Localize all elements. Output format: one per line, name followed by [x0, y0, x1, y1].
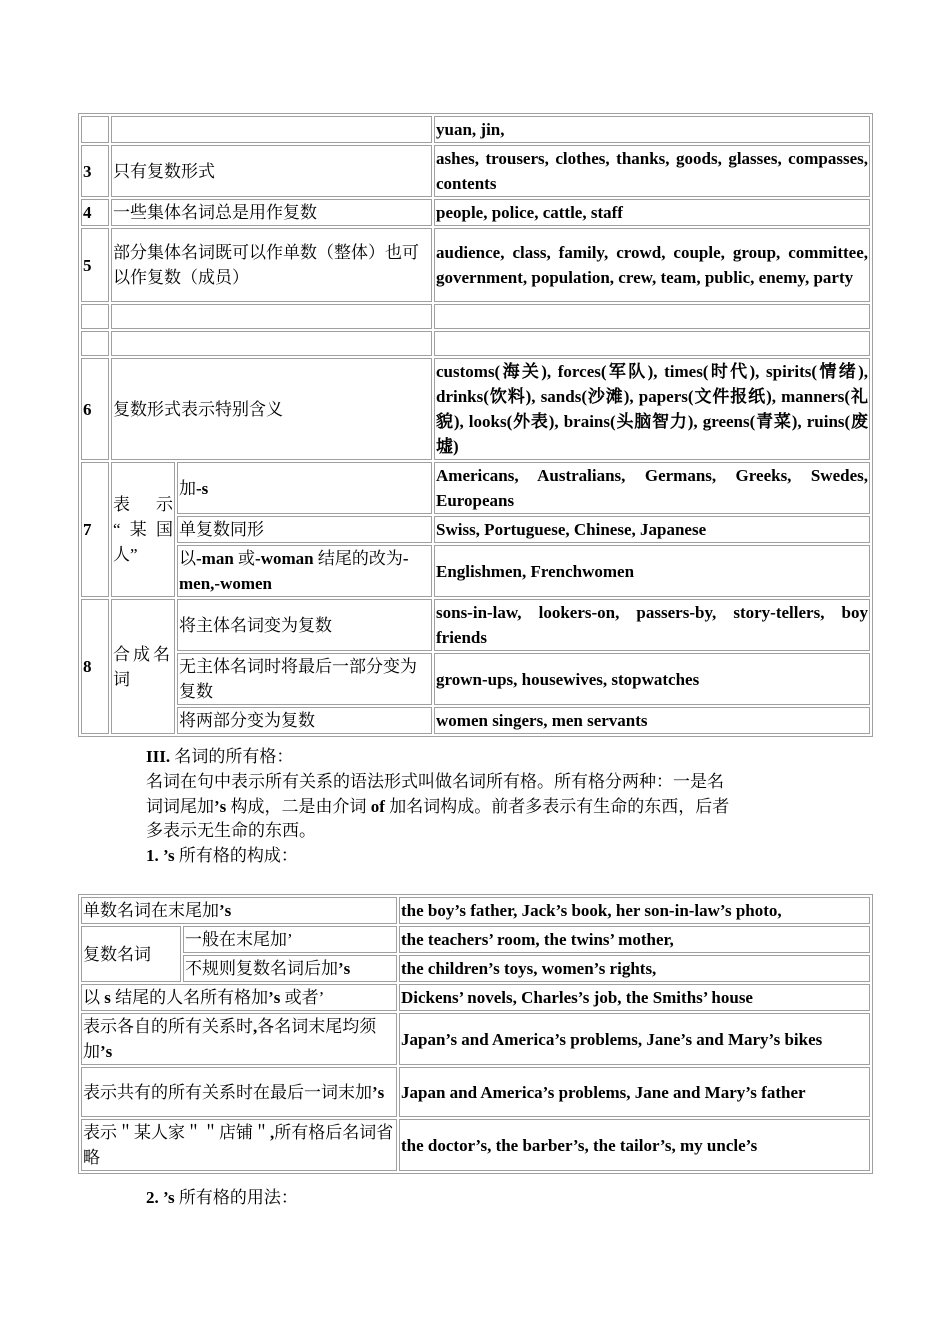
paragraph-line: 名词在句中表示所有关系的语法形式叫做名词所有格。所有格分两种：一是名	[146, 772, 724, 791]
rule-text: ’s	[219, 901, 232, 920]
rule-text: -woman	[255, 549, 314, 568]
row-number: 3	[81, 145, 109, 197]
table-row	[81, 1119, 870, 1171]
examples-cell: Englishmen, Frenchwomen	[434, 545, 870, 597]
rule-text: 以	[179, 549, 196, 568]
rule-cell: 只有复数形式	[111, 145, 432, 197]
examples-cell: the teachers’ room, the twins’ mother,	[399, 926, 870, 953]
empty-cell	[434, 304, 870, 329]
rule-cell	[177, 462, 432, 514]
rule-cell: 将主体名词变为复数	[177, 599, 432, 651]
possessive-table	[78, 894, 873, 1174]
subsection-title: 所有格的用法：	[174, 1188, 298, 1207]
text: 构成，二是由介词	[226, 797, 371, 816]
rule-cell: 将两部分变为复数	[177, 707, 432, 734]
rule-text: 加	[179, 478, 196, 498]
examples-cell: grown-ups, housewives, stopwatches	[434, 653, 870, 705]
table-row	[81, 955, 870, 982]
group-cell: 复数名词	[81, 926, 181, 982]
empty-cell	[434, 331, 870, 356]
rule-cell: 一些集体名词总是用作复数	[111, 199, 432, 226]
rule-cell	[81, 1119, 397, 1171]
examples-cell: the children’s toys, women’s rights,	[399, 955, 870, 982]
rule-text: -men,-women	[179, 549, 409, 593]
examples-cell: customs(海关), forces(军队), times(时代), spirits(情绪), drinks(饮料), sands(沙滩), papers(文件报纸), manners(礼貌), looks(外表), brains(头脑智力), greens(青菜), ruins(废墟)	[434, 358, 870, 460]
subsection-title: 所有格的构成：	[174, 846, 298, 865]
table-row	[81, 228, 870, 302]
examples-cell: ashes, trousers, clothes, thanks, goods, glasses, compasses, contents	[434, 145, 870, 197]
table-row	[81, 1013, 870, 1065]
empty-cell	[111, 331, 432, 356]
rule-text: ’s	[100, 1042, 113, 1061]
examples-cell: Japan and America’s problems, Jane and Mary’s father	[399, 1067, 870, 1117]
text: ’s	[214, 797, 227, 816]
table-row	[81, 984, 870, 1011]
empty-row	[81, 331, 870, 356]
rule-text: 结尾的人名所有格加	[110, 988, 269, 1007]
examples-cell: women singers, men servants	[434, 707, 870, 734]
examples-cell: the doctor’s, the barber’s, the tailor’s, my uncle’s	[399, 1119, 870, 1171]
text: 词词尾加	[146, 797, 214, 816]
group-cell: 合成名词	[111, 599, 175, 734]
subsection-number: 1. ’s	[146, 846, 175, 865]
row-number: 8	[81, 599, 109, 734]
table-row	[81, 545, 870, 597]
rule-cell	[81, 1067, 397, 1117]
rule-text: 表示＂某人家＂＂店铺＂	[83, 1123, 270, 1142]
table-row	[81, 653, 870, 705]
row-number: 4	[81, 199, 109, 226]
rule-cell: 无主体名词时将最后一部分变为复数	[177, 653, 432, 705]
rule-text: 结尾的改为	[313, 549, 403, 568]
section-heading	[146, 744, 293, 769]
table-row	[81, 358, 870, 460]
rule-text: 各名词末尾均须加	[83, 1017, 377, 1061]
empty-row	[81, 304, 870, 329]
rule-cell: 一般在末尾加’	[183, 926, 397, 953]
subsection-number: 2. ’s	[146, 1188, 175, 1207]
table-row	[81, 462, 870, 514]
rule-text: ’s	[372, 1082, 385, 1102]
rule-text: -man	[196, 549, 234, 568]
rule-text: 所有格后名词省略	[83, 1123, 394, 1167]
text: of	[370, 797, 385, 816]
rule-text: ,	[270, 1123, 275, 1142]
examples-cell: yuan, jin,	[434, 116, 870, 143]
table-row	[81, 897, 870, 924]
empty-cell	[81, 331, 109, 356]
rule-text: 表示各自的所有关系时	[83, 1017, 253, 1036]
examples-cell: Japan’s and America’s problems, Jane’s and Mary’s bikes	[399, 1013, 870, 1065]
table-row	[81, 926, 870, 953]
row-number: 5	[81, 228, 109, 302]
text: 加名词构成。前者多表示有生命的东西，后者	[384, 797, 730, 816]
examples-cell: the boy’s father, Jack’s book, her son-in-law’s photo,	[399, 897, 870, 924]
row-number	[81, 116, 109, 143]
rule-cell	[111, 116, 432, 143]
table-row	[81, 516, 870, 543]
paragraph-line: 多表示无生命的东西。	[146, 821, 316, 840]
rule-cell	[81, 897, 397, 924]
row-number: 6	[81, 358, 109, 460]
rule-text: ,	[253, 1017, 258, 1036]
section-title: 名词的所有格：	[170, 747, 294, 766]
rule-cell: 复数形式表示特别含义	[111, 358, 432, 460]
plural-nouns-table	[78, 113, 873, 737]
examples-cell: audience, class, family, crowd, couple, group, committee, government, population, crew, team, public, enemy, party	[434, 228, 870, 302]
rule-cell	[183, 955, 397, 982]
table-row	[81, 599, 870, 651]
examples-cell: Dickens’ novels, Charles’s job, the Smiths’ house	[399, 984, 870, 1011]
paragraph-line	[146, 794, 729, 819]
table-row	[81, 145, 870, 197]
rule-text: 单数名词在末尾加	[83, 901, 219, 920]
rule-text: 表示共有的所有关系时在最后一词末加	[83, 1082, 372, 1102]
table-row	[81, 1067, 870, 1117]
table-row	[81, 116, 870, 143]
subsection-heading	[146, 1185, 298, 1210]
rule-text: -s	[196, 478, 209, 498]
table-row	[81, 199, 870, 226]
section-number: III.	[146, 747, 171, 766]
examples-cell: sons-in-law, lookers-on, passers-by, story-tellers, boy friends	[434, 599, 870, 651]
examples-cell: Americans, Australians, Germans, Greeks, Swedes, Europeans	[434, 462, 870, 514]
subsection-heading	[146, 843, 298, 868]
rule-text: 或	[233, 549, 256, 568]
rule-text: 不规则复数名词后加	[185, 959, 338, 978]
rule-cell	[81, 1013, 397, 1065]
empty-cell	[81, 304, 109, 329]
rule-cell	[81, 984, 397, 1011]
table-row	[81, 707, 870, 734]
rule-cell	[177, 545, 432, 597]
rule-cell: 部分集体名词既可以作单数（整体）也可以作复数（成员）	[111, 228, 432, 302]
rule-text: 以	[83, 988, 105, 1007]
rule-text: ’s	[268, 988, 281, 1007]
row-number: 7	[81, 462, 109, 597]
examples-cell: people, police, cattle, staff	[434, 199, 870, 226]
rule-text: s	[104, 988, 111, 1007]
rule-cell: 单复数同形	[177, 516, 432, 543]
rule-text: 或者’	[280, 988, 325, 1007]
rule-text: ’s	[338, 959, 351, 978]
examples-cell: Swiss, Portuguese, Chinese, Japanese	[434, 516, 870, 543]
group-cell: 表 示 “某国人”	[111, 462, 175, 597]
empty-cell	[111, 304, 432, 329]
